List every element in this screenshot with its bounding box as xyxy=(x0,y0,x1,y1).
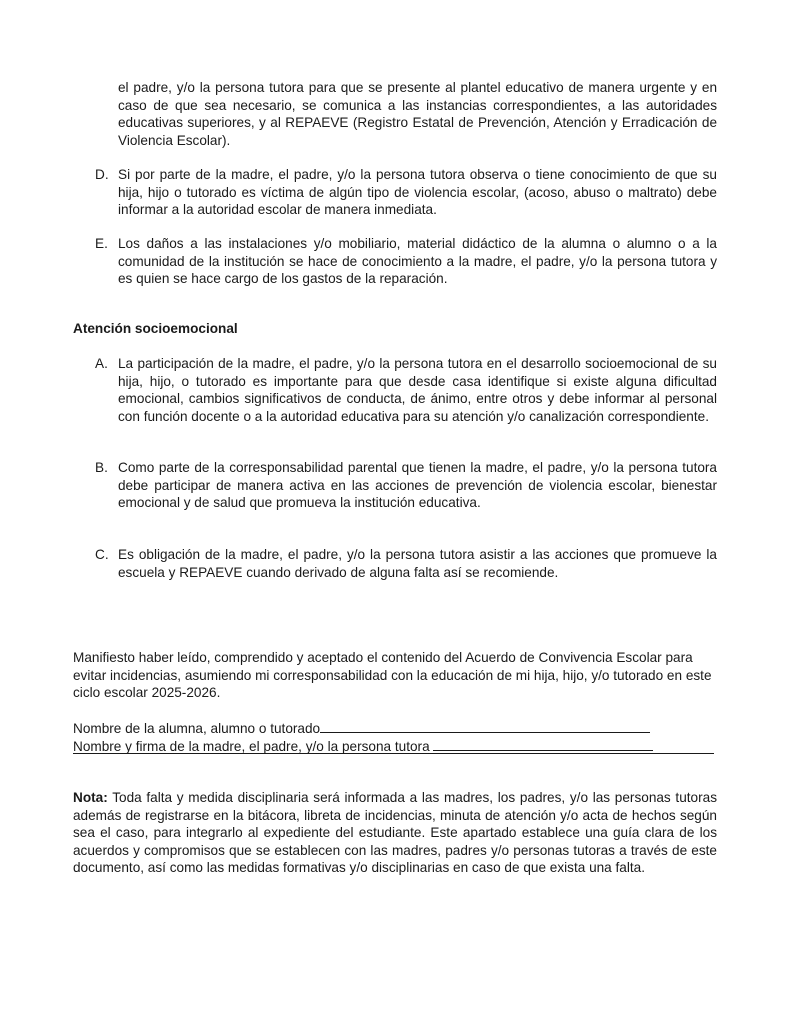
consent-statement: Manifiesto haber leído, comprendido y aceptado el contenido del Acuerdo de Convivencia Escolar para evitar incidencias, asumiendo mi corresponsabilidad con la educación de mi hija, hijo, y/o tutorado en este ciclo escolar 2025-2026. xyxy=(73,650,712,701)
signature-rule[interactable] xyxy=(73,753,714,754)
list-item-a xyxy=(95,355,717,425)
parent-signature-label: Nombre y firma de la madre, el padre, y/o la persona tutora xyxy=(73,739,430,754)
list-item-letter: A. xyxy=(95,356,108,371)
list-item-letter: C. xyxy=(95,547,109,562)
parent-signature-blank[interactable] xyxy=(433,737,653,751)
list-item-text: La participación de la madre, el padre, y/o la persona tutora en el desarrollo socioemocional de su hija, hijo, o tutorado es importante para que desde casa identifique si existe alguna dificultad emocional, cambios significativos de conducta, de ánimo, entre otros y debe informar al personal con función docente o a la autoridad educativa para su atención y/o canalización correspondiente. xyxy=(118,356,717,424)
list-item-text: el padre, y/o la persona tutora para que se presente al plantel educativo de manera urgente y en caso de que sea necesario, se comunica a las instancias correspondientes, a las autoridades educativas superiores, y al REPAEVE (Registro Estatal de Prevención, Atención y Erradicación de Violencia Escolar). xyxy=(118,80,717,148)
list-item-letter: B. xyxy=(95,460,108,475)
section-heading: Atención socioemocional xyxy=(73,321,238,336)
list-item-b xyxy=(95,459,717,512)
list-item-text: Si por parte de la madre, el padre, y/o la persona tutora observa o tiene conocimiento de que su hija, hijo o tutorado es víctima de algún tipo de violencia escolar, (acoso, abuso o maltrato) debe informar a la autoridad escolar de manera inmediata. xyxy=(118,167,717,218)
student-name-label: Nombre de la alumna, alumno o tutorado xyxy=(73,721,321,736)
list-item-text: Como parte de la corresponsabilidad parental que tienen la madre, el padre, y/o la persona tutora debe participar de manera activa en las acciones de prevención de violencia escolar, bienestar emocional y de salud que promueva la institución educativa. xyxy=(118,460,717,511)
list-item-letter: E. xyxy=(95,236,108,251)
list-item-c xyxy=(95,546,717,581)
list-item-text: Los daños a las instalaciones y/o mobiliario, material didáctico de la alumna o alumno o a la comunidad de la institución se hace de conocimiento a la madre, el padre, y/o la persona tutora y es quien se hace cargo de los gastos de la reparación. xyxy=(118,236,717,287)
list-item-continuation xyxy=(95,79,717,149)
note-paragraph xyxy=(73,789,717,877)
note-label: Nota: xyxy=(73,790,108,805)
student-name-line xyxy=(73,719,717,738)
note-text: Toda falta y medida disciplinaria será informada a las madres, los padres, y/o las personas tutoras además de registrarse en la bitácora, libreta de incidencias, minuta de atención y/o acta de hechos según sea el caso, para integrarlo al expediente del estudiante. Este apartado establece una guía clara de los acuerdos y compromisos que se establecen con las madres, padres y/o personas tutoras a través de este documento, así como las medidas formativas y/o disciplinarias en caso de que exista una falta. xyxy=(73,790,717,876)
list-item-e xyxy=(95,235,717,288)
list-item-d xyxy=(95,166,717,219)
list-item-text: Es obligación de la madre, el padre, y/o la persona tutora asistir a las acciones que promueve la escuela y REPAEVE cuando derivado de alguna falta así se recomiende. xyxy=(118,547,717,580)
list-item-letter: D. xyxy=(95,167,109,182)
student-name-blank[interactable] xyxy=(320,719,650,733)
